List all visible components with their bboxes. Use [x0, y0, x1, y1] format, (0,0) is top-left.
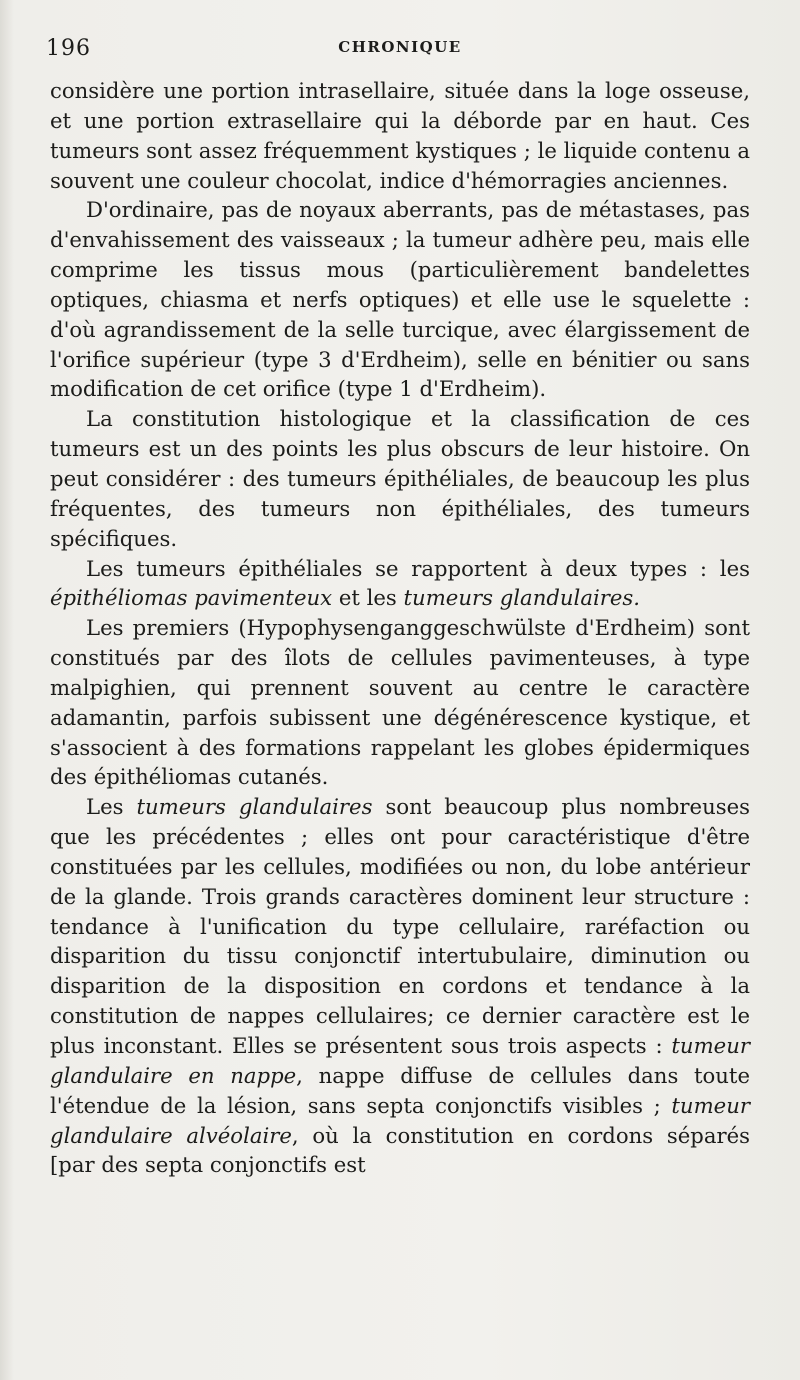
paragraph: [50, 554, 750, 614]
text-segment: considère une portion intrasellaire, située dans la loge osseuse, et une portion extrasellaire qui la déborde par en haut. Ces tumeurs sont assez fréquemment kystiques ; le liquide contenu a souvent une couleur chocolat, indice d'hémorragies anciennes.: [50, 78, 750, 193]
italic-text: tumeur glandulaire alvéolaire: [50, 1092, 750, 1148]
paragraph: [50, 404, 750, 553]
text-segment: sont beaucoup plus nombreuses que les précédentes ; elles ont pour caractéristique d'être constituées par les cellules, modifiées ou non, du lobe antérieur de la glande. Trois grands caractères dominent leur structure : tendance à l'unification du type cellulaire, raréfaction ou disparition du tissu conjonctif intertubulaire, diminution ou disparition de la disposition en cordons et tendance à la constitution de nappes cellulaires; ce dernier caractère est le plus inconstant. Elles se présentent sous trois aspects :: [50, 794, 750, 1058]
page-number: 196: [46, 36, 91, 61]
italic-text: .: [633, 585, 641, 611]
text-segment: , nappe diffuse de cellules dans toute l'étendue de la lésion, sans septa conjonctifs visibles ;: [50, 1062, 750, 1118]
text-segment: Les tumeurs épithéliales se rapportent à deux types : les: [86, 555, 750, 581]
text-segment: Les: [86, 794, 137, 820]
text-segment: Les premiers (Hypophysenganggeschwülste d'Erdheim) sont constitués par des îlots de cellules pavimenteuses, à type malpighien, qui prennent souvent au centre le caractère adamantin, parfois subissent une dégénérescence kystique, et s'associent à des formations rappelant les globes épidermiques des épithéliomas cutanés.: [50, 615, 750, 790]
italic-text: tumeur glandulaire en nappe: [50, 1033, 750, 1088]
text-segment: La constitution histologique et la classification de ces tumeurs est un des points les plus obscurs de leur histoire. On peut considérer : des tumeurs épithéliales, de beaucoup les plus fréquentes, des tumeurs non épithéliales, des tumeurs spécifiques.: [50, 406, 750, 551]
text-segment: et les: [332, 585, 404, 611]
italic-text: épithéliomas pavimenteux: [50, 585, 333, 611]
text-segment: D'ordinaire, pas de noyaux aberrants, pas de métastases, pas d'envahissement des vaisseaux ; la tumeur adhère peu, mais elle comprime les tissus mous (particulièrement bandelettes optiques, chiasma et nerfs optiques) et elle use le squelette : d'où agrandissement de la selle turcique, avec élargissement de l'orifice supérieur (type 3 d'Erdheim), selle en bénitier ou sans modification de cet orifice (type 1 d'Erdheim).: [50, 197, 750, 402]
italic-text: tumeurs glandulaires: [403, 585, 634, 611]
text-segment: , où la constitution en cordons séparés [par des septa conjonctifs est: [50, 1122, 750, 1178]
paragraph: [50, 613, 750, 792]
running-head: CHRONIQUE: [338, 38, 462, 56]
paragraph: [50, 76, 750, 195]
italic-text: tumeurs glandulaires: [136, 794, 373, 820]
paragraph: [50, 195, 750, 404]
body-text: [50, 76, 750, 1180]
paragraph: [50, 792, 750, 1180]
